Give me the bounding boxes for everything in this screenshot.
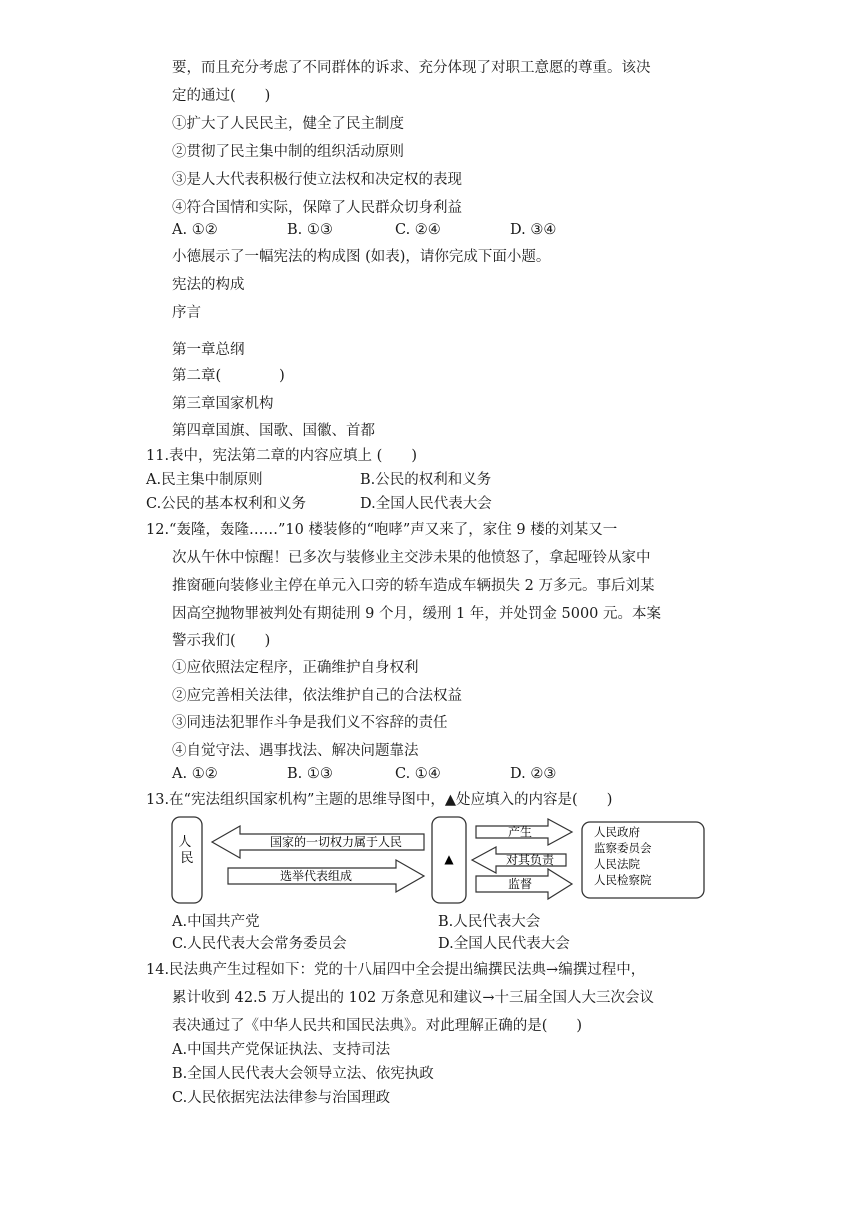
q10-option-c: C. ②④ bbox=[395, 222, 441, 238]
q14-option-c: C.人民依据宪法法律参与治国理政 bbox=[172, 1090, 391, 1106]
arrow-power-label: 国家的一切权力属于人民 bbox=[269, 835, 403, 849]
q10-statement-1: ①扩大了人民民主，健全了民主制度 bbox=[172, 116, 404, 132]
q12-option-c: C. ①④ bbox=[395, 766, 441, 782]
q11-option-a: A.民主集中制原则 bbox=[146, 472, 263, 488]
q12-statement-3: ③同违法犯罪作斗争是我们义不容辞的责任 bbox=[172, 715, 448, 731]
q10-statement-3: ③是人大代表积极行使立法权和决定权的表现 bbox=[172, 172, 462, 188]
q12-stem-line-4: 因高空抛物罪被判处有期徒刑 9 个月，缓刑 1 年，并处罚金 5000 元。本案 bbox=[172, 606, 662, 622]
q14-stem-line-3: 表决通过了《中华人民共和国民法典》。对此理解正确的是( ) bbox=[172, 1018, 583, 1034]
q13-option-c: C.人民代表大会常务委员会 bbox=[172, 936, 347, 952]
q14-option-b: B.全国人民代表大会领导立法、依宪执政 bbox=[172, 1066, 434, 1082]
supervise-label: 监督 bbox=[507, 877, 533, 891]
mind-map-diagram bbox=[168, 814, 708, 906]
q11-option-c: C.公民的基本权利和义务 bbox=[146, 496, 307, 512]
q12-option-b: B. ①③ bbox=[287, 766, 333, 782]
table-preamble: 序言 bbox=[172, 305, 201, 321]
q10-statement-4: ④符合国情和实际，保障了人民群众切身利益 bbox=[172, 200, 462, 216]
arrow-elect-label: 选举代表组成 bbox=[279, 869, 353, 883]
table-intro: 小德展示了一幅宪法的构成图 (如表)，请你完成下面小题。 bbox=[172, 249, 551, 265]
table-chapter-2: 第二章( ) bbox=[172, 368, 285, 384]
q12-statement-1: ①应依照法定程序，正确维护自身权利 bbox=[172, 660, 419, 676]
organ-government: 人民政府 bbox=[594, 825, 640, 839]
produce-label: 产生 bbox=[507, 825, 533, 839]
q10-option-b: B. ①③ bbox=[287, 222, 333, 238]
q12-stem-line-2: 次从午休中惊醒！已多次与装修业主交涉未果的他愤怒了，拿起哑铃从家中 bbox=[172, 550, 651, 566]
triangle-placeholder: ▲ bbox=[444, 852, 454, 866]
organ-procuratorate: 人民检察院 bbox=[594, 873, 652, 887]
q11-option-b: B.公民的权利和义务 bbox=[360, 472, 492, 488]
q10-statement-2: ②贯彻了民主集中制的组织活动原则 bbox=[172, 144, 404, 160]
q10-option-d: D. ③④ bbox=[510, 222, 557, 238]
q10-stem-line-2: 定的通过( ) bbox=[172, 88, 271, 104]
people-label: 人 民 bbox=[178, 835, 194, 866]
q12-statement-2: ②应完善相关法律，依法维护自己的合法权益 bbox=[172, 688, 462, 704]
q13-option-b: B.人民代表大会 bbox=[438, 914, 541, 930]
q10-option-a: A. ①② bbox=[172, 222, 218, 238]
table-chapter-3: 第三章国家机构 bbox=[172, 396, 274, 412]
organ-court: 人民法院 bbox=[594, 857, 640, 871]
q12-stem-line-5: 警示我们( ) bbox=[172, 633, 271, 649]
table-chapter-4: 第四章国旗、国歌、国徽、首都 bbox=[172, 423, 375, 439]
q12-option-d: D. ②③ bbox=[510, 766, 557, 782]
q11-stem: 11.表中，宪法第二章的内容应填上 ( ) bbox=[146, 448, 417, 464]
q14-stem-line-1: 14.民法典产生过程如下：党的十八届四中全会提出编撰民法典→编撰过程中， bbox=[146, 962, 646, 978]
q12-option-a: A. ①② bbox=[172, 766, 218, 782]
q10-stem-line-1: 要，而且充分考虑了不同群体的诉求、充分体现了对职工意愿的尊重。该决 bbox=[172, 60, 651, 76]
q12-stem-line-3: 推窗砸向装修业主停在单元入口旁的轿车造成车辆损失 2 万多元。事后刘某 bbox=[172, 578, 655, 594]
table-title: 宪法的构成 bbox=[172, 277, 245, 293]
table-chapter-1: 第一章总纲 bbox=[172, 342, 245, 358]
q11-option-d: D.全国人民代表大会 bbox=[360, 496, 492, 512]
q13-option-d: D.全国人民代表大会 bbox=[438, 936, 570, 952]
q13-option-a: A.中国共产党 bbox=[172, 914, 260, 930]
q13-stem: 13.在“宪法组织国家机构”主题的思维导图中，▲处应填入的内容是( ) bbox=[146, 792, 613, 808]
q14-option-a: A.中国共产党保证执法、支持司法 bbox=[172, 1042, 391, 1058]
q14-stem-line-2: 累计收到 42.5 万人提出的 102 万条意见和建议→十三届全国人大三次会议 bbox=[172, 990, 655, 1006]
q12-statement-4: ④自觉守法、遇事找法、解决问题靠法 bbox=[172, 743, 419, 759]
responsible-label: 对其负责 bbox=[505, 853, 555, 867]
organ-supervisory: 监察委员会 bbox=[594, 841, 652, 855]
q12-stem-line-1: 12.“轰隆，轰隆……”10 楼装修的“咆哮”声又来了，家住 9 楼的刘某又一 bbox=[146, 522, 618, 538]
